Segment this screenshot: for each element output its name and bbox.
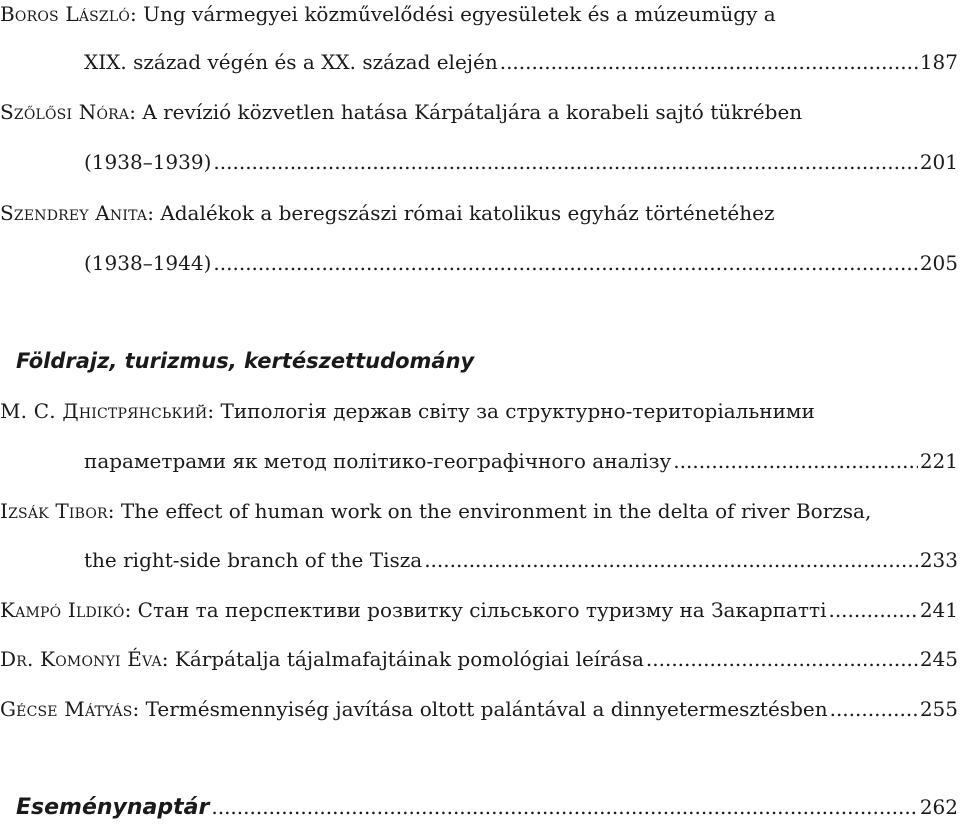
entry-title-cont: (1938–1939): [84, 150, 212, 174]
entry-title-cont: параметрами як метод політико-географічного аналізу: [84, 449, 672, 473]
toc-entry-izsak-cont: [84, 540, 958, 580]
entry-title: Ung vármegyei közművelődési egyesületek és a múzeumügy a: [143, 2, 776, 26]
page-number: 255: [919, 697, 958, 721]
page-number: 241: [919, 598, 958, 622]
leader-dots: [213, 243, 917, 283]
page-number: 245: [919, 647, 958, 671]
toc-entry-kampo: [0, 590, 958, 630]
entry-title: Kárpátalja tájalmafajtáinak pomológiai leírása: [174, 647, 644, 671]
author-separator: :: [147, 201, 161, 225]
page-number: 201: [919, 150, 958, 174]
entry-title: Типологія держав світу за структурно-територіальними: [220, 399, 815, 423]
entry-title: A revízió közvetlen hatása Kárpátaljára a korabeli sajtó tükrében: [142, 100, 803, 124]
leader-dots: [213, 142, 917, 182]
entry-author: М. С. Дністрянський: [0, 399, 208, 423]
toc-entry-boros: [0, 0, 958, 34]
page-number: 221: [919, 449, 958, 473]
toc-entry-szolosi: [0, 92, 958, 132]
entry-title: Termésmennyiség javítása oltott palántával a dinnyetermesztésben: [145, 697, 828, 721]
page-number: 187: [919, 50, 958, 74]
section-heading: Földrajz, turizmus, kertészettudomány: [16, 349, 475, 373]
toc-entry-komonyi: [0, 639, 958, 679]
entry-author: Izsák Tibor: [0, 499, 108, 523]
entry-title: Adalékok a beregszászi római katolikus egyház történetéhez: [160, 201, 775, 225]
entry-author: Dr. Komonyi Éva: [0, 647, 162, 671]
leader-dots: [828, 590, 917, 630]
page-number: 262: [919, 795, 958, 819]
entry-title-cont: XIX. század végén és a XX. század elején: [84, 50, 498, 74]
author-separator: :: [130, 2, 144, 26]
toc-entry-dnistrianskyi-cont: [84, 441, 958, 481]
leader-dots: [500, 42, 918, 82]
entry-title: Стан та перспективи розвитку сільського туризму на Закарпатті: [137, 598, 827, 622]
toc-entry-events: [16, 787, 958, 827]
entry-author: Szendrey Anita: [0, 201, 148, 225]
leader-dots: [830, 689, 918, 729]
author-separator: :: [161, 647, 175, 671]
toc-entry-szolosi-cont: [84, 142, 958, 182]
leader-dots: [673, 441, 918, 481]
entry-title-cont: the right-side branch of the Tisza: [84, 548, 423, 572]
author-separator: :: [124, 598, 138, 622]
toc-entry-dnistrianskyi: [0, 391, 958, 431]
toc-entry-izsak: [0, 491, 958, 531]
entry-title-cont: (1938–1944): [84, 251, 212, 275]
page-number: 233: [919, 548, 958, 572]
toc-entry-boros-cont: [84, 42, 958, 82]
author-separator: :: [132, 697, 146, 721]
page-number: 205: [919, 251, 958, 275]
toc-entry-szendrey-cont: [84, 243, 958, 283]
leader-dots: [424, 540, 918, 580]
leader-dots: [211, 787, 917, 827]
entry-author: Boros László: [0, 2, 131, 26]
leader-dots: [646, 639, 918, 679]
entry-title: The effect of human work on the environment in the delta of river Borzsa,: [120, 499, 872, 523]
entry-author: Kampó Ildikó: [0, 598, 125, 622]
author-separator: :: [129, 100, 143, 124]
author-separator: :: [107, 499, 121, 523]
toc-entry-gecse: [0, 689, 958, 729]
entry-author: Gécse Mátyás: [0, 697, 133, 721]
toc-entry-szendrey: [0, 193, 958, 233]
author-separator: :: [207, 399, 221, 423]
events-heading: Eseménynaptár: [16, 795, 210, 820]
entry-author: Szőlősi Nóra: [0, 100, 130, 124]
